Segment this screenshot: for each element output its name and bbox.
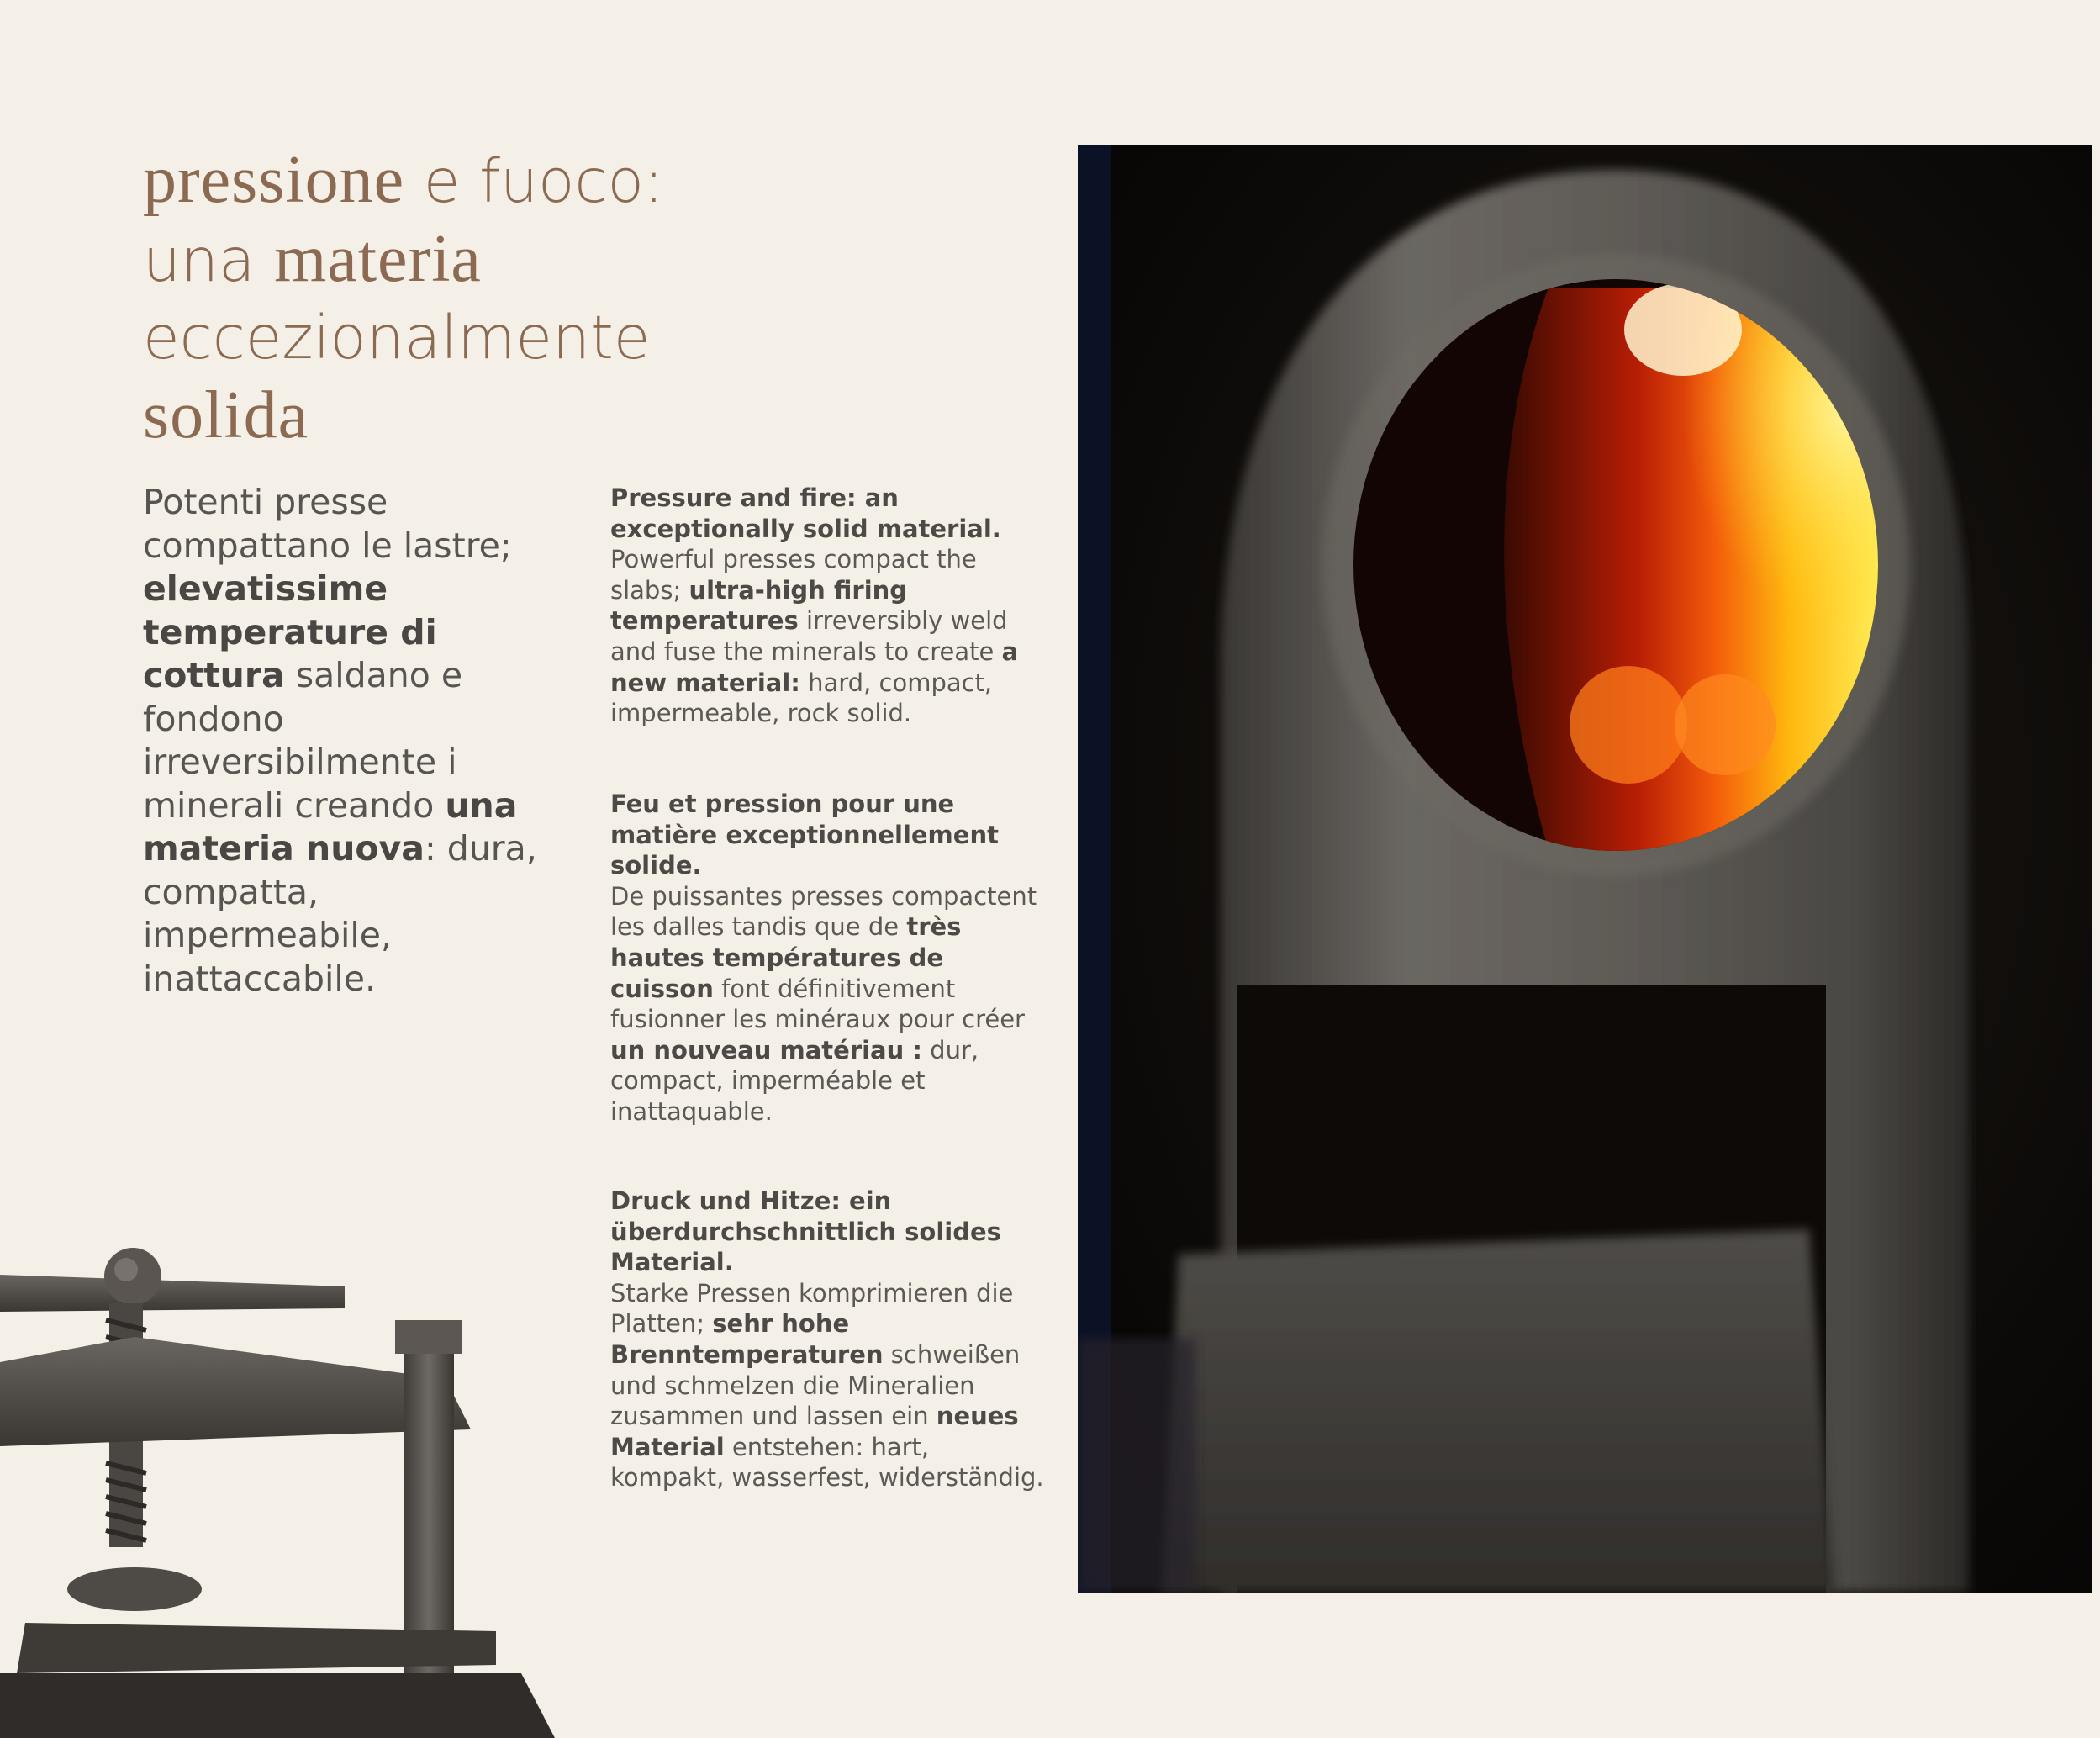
- italian-text-3: : dura, compatta, impermeabile, inattaccabile.: [143, 828, 537, 999]
- french-text-1: De puissantes presses compactent les dalles tandis que de: [610, 881, 1037, 942]
- german-bold-2: neues Material: [610, 1402, 1019, 1461]
- english-bold-1: ultra-high firing temperatures: [610, 575, 908, 636]
- page-title: [143, 141, 748, 454]
- italian-text-1: Potenti presse compattano le lastre;: [143, 482, 512, 566]
- title-line-2: [143, 220, 748, 299]
- german-text-3: entstehen: hart, kompakt, wasserfest, widerständig.: [610, 1432, 1044, 1492]
- title-word-una: una: [143, 225, 275, 295]
- french-heading: Feu et pression pour une matière exceptionnellement solide.: [610, 790, 999, 880]
- english-text-3: hard, compact, impermeable, rock solid.: [610, 668, 993, 728]
- italian-paragraph: [143, 481, 538, 1001]
- title-line-3: eccezionalmente: [143, 303, 651, 372]
- french-paragraph: [610, 789, 1047, 1128]
- english-bold-2: a new material:: [610, 637, 1019, 697]
- title-word-pressione: pressione: [143, 143, 405, 217]
- german-heading: Druck und Hitze: ein überdurchschnittlich solides Material.: [610, 1186, 1001, 1277]
- kiln-fire-illustration: [1078, 145, 2092, 1593]
- title-word-fuoco: e fuoco:: [404, 146, 664, 216]
- english-paragraph: [610, 483, 1047, 729]
- title-word-materia: materia: [274, 222, 482, 296]
- antique-press-illustration: [0, 1236, 563, 1738]
- french-text-2: font définitivement fusionner les minéraux pour créer: [610, 974, 1025, 1034]
- italian-bold-1: elevatissime temperature di cottura: [143, 568, 437, 695]
- italian-text-2: saldano e fondono irreversibilmente i minerali creando: [143, 655, 463, 826]
- french-bold-2: un nouveau matériau :: [610, 1035, 922, 1064]
- german-bold-1: sehr hohe Brenntemperaturen: [610, 1309, 884, 1369]
- italian-bold-2: una materia nuova: [143, 784, 518, 869]
- title-line-1: [143, 141, 748, 220]
- english-text-2: irreversibly weld and fuse the minerals to create: [610, 606, 1008, 666]
- german-text-1: Starke Pressen komprimieren die Platten;: [610, 1278, 1014, 1339]
- french-text-3: dur, compact, imperméable et inattaquable.: [610, 1035, 979, 1126]
- english-text-1: Powerful presses compact the slabs;: [610, 545, 977, 605]
- title-line-4: solida: [143, 378, 309, 452]
- german-paragraph: [610, 1186, 1047, 1493]
- french-bold-1: très hautes températures de cuisson: [610, 912, 962, 1003]
- kiln-fire-photo: [1078, 145, 2092, 1593]
- english-heading: Pressure and fire: an exceptionally solid material.: [610, 483, 1001, 543]
- german-text-2: schweißen und schmelzen die Mineralien zusammen und lassen ein: [610, 1339, 1021, 1431]
